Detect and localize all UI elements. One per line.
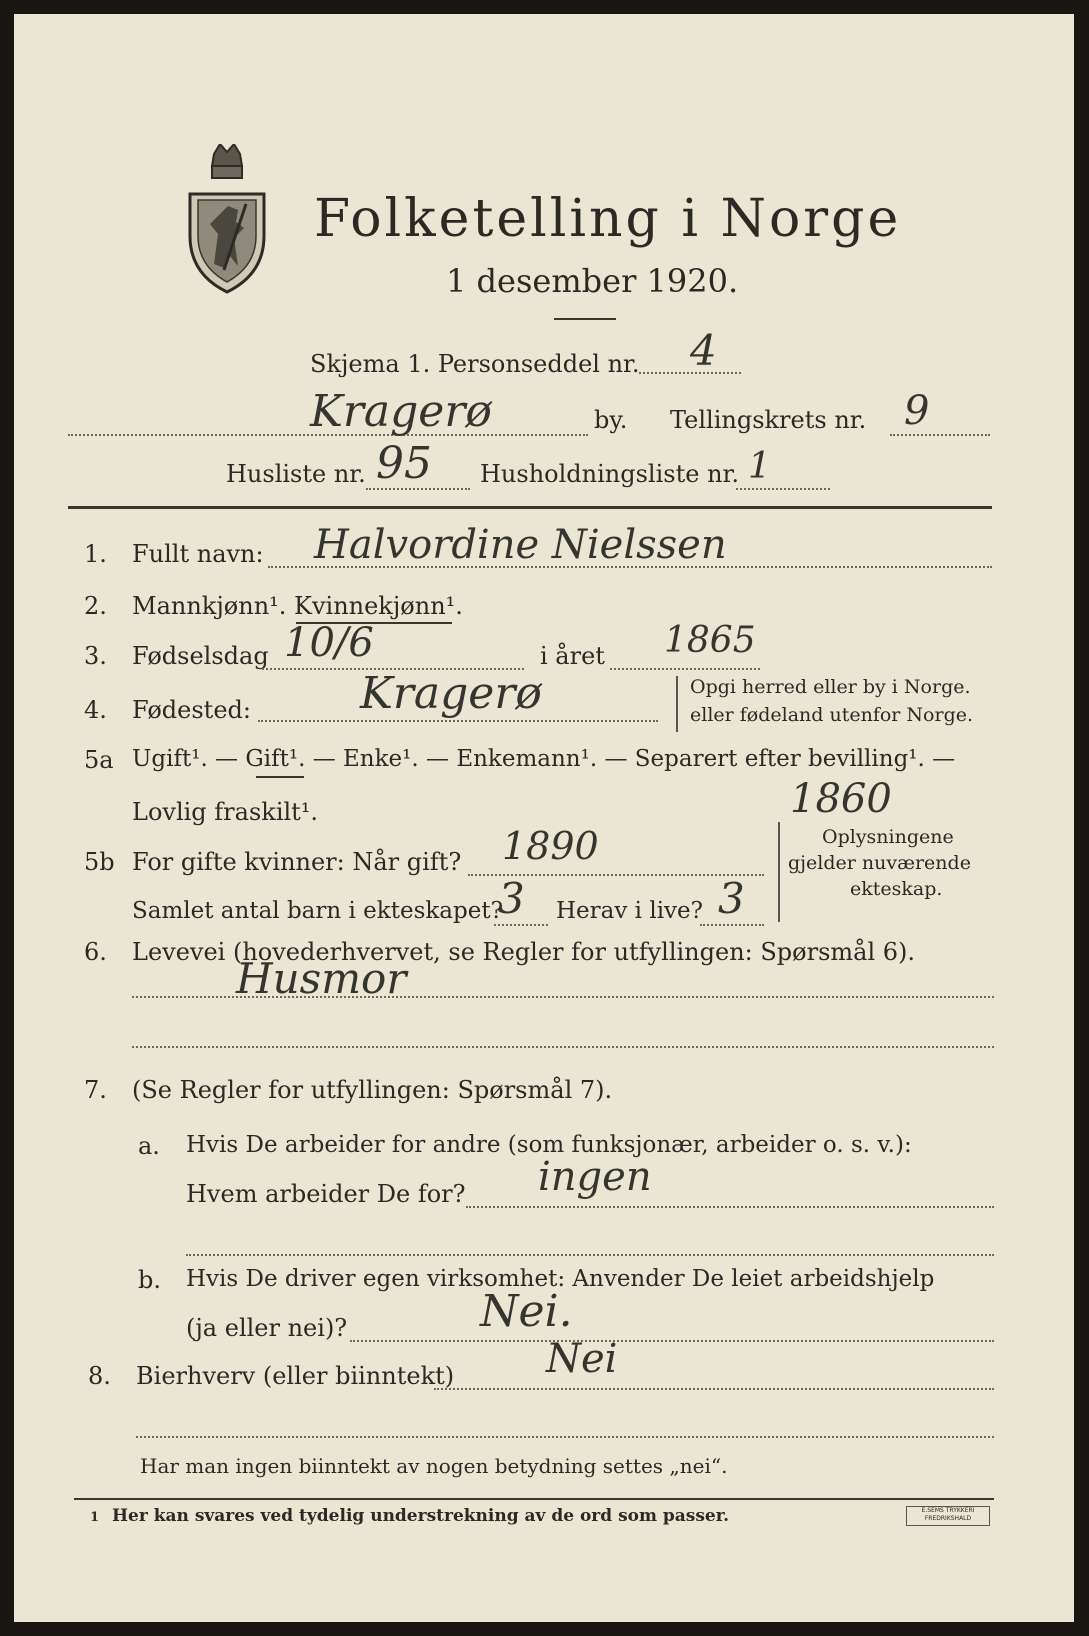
q5b-label: For gifte kvinner: Når gift? (132, 848, 462, 876)
q4-note-line1: Opgi herred eller by i Norge. (690, 676, 971, 698)
q4-note-line2: eller fødeland utenfor Norge. (690, 704, 974, 726)
q4-note-bracket (676, 676, 678, 732)
husholdning-number: 1 (748, 446, 771, 487)
place-name: Kragerø (310, 386, 492, 437)
q5a-underline-gift (256, 776, 304, 778)
q5b-alive-label: Herav i live? (556, 898, 703, 924)
census-date: 1 desember 1920. (446, 262, 739, 300)
q3-year-label: i året (540, 642, 605, 670)
q5b-number: 5b (84, 848, 115, 876)
husliste-number: 95 (376, 438, 432, 489)
q5a-number: 5a (84, 746, 114, 774)
q5b-note-line2: gjelder nuværende (788, 852, 971, 874)
footer-divider (74, 1498, 994, 1500)
footnote: Her kan svares ved tydelig understrekning av de ord som passer. (112, 1506, 730, 1526)
q1-number: 1. (84, 540, 107, 568)
q5b-children-line (494, 924, 548, 926)
q5b-children-count: 3 (498, 874, 525, 923)
q6-number: 6. (84, 938, 107, 966)
q3-birth-day: 10/6 (284, 620, 374, 666)
husliste-label: Husliste nr. (226, 460, 366, 488)
q7b-line (350, 1340, 994, 1342)
husholdning-label: Husholdningsliste nr. (480, 460, 739, 488)
q7a-employer: ingen (538, 1154, 652, 1200)
q6-line2 (132, 1046, 994, 1048)
q2-label: Mannkjønn¹. Kvinnekjønn¹. (132, 592, 463, 620)
form-title: Folketelling i Norge (314, 189, 902, 249)
q4-label: Fødested: (132, 696, 251, 724)
q7b-letter: b. (138, 1266, 161, 1294)
by-label: by. (594, 406, 628, 434)
q8-label: Bierhverv (eller biinntekt) (136, 1362, 455, 1390)
schema-label: Skjema 1. Personseddel nr. (310, 350, 640, 378)
q5b-alive-line (700, 924, 764, 926)
q3-year-line (610, 668, 760, 670)
q5a-marital-options: Ugift¹. — Gift¹. — Enke¹. — Enkemann¹. — Separert efter bevilling¹. — (132, 746, 956, 772)
q5b-children-label: Samlet antal barn i ekteskapet? (132, 898, 503, 924)
q8-number: 8. (88, 1362, 111, 1390)
q7b-text: Hvis De driver egen virksomhet: Anvender De leiet arbeidshjelp (186, 1266, 935, 1292)
q8-answer: Nei (546, 1336, 618, 1382)
q5b-note-line3: ekteskap. (850, 878, 943, 900)
tellingskrets-line (890, 434, 990, 436)
q5a-margin-note: 1860 (790, 776, 892, 822)
printer-stamp: E.SEMS TRYKKERI FREDRIKSHALD (906, 1506, 990, 1526)
norway-coat-of-arms-icon (184, 144, 270, 294)
tellingskrets-number: 9 (904, 388, 930, 434)
q8-line2 (136, 1436, 994, 1438)
q1-full-name: Halvordine Nielssen (314, 522, 727, 568)
q7-number: 7. (84, 1076, 107, 1104)
q7a-text: Hvis De arbeider for andre (som funksjonær, arbeider o. s. v.): (186, 1132, 912, 1158)
q7a-line2 (186, 1254, 994, 1256)
q2-number: 2. (84, 592, 107, 620)
q5b-note-line1: Oplysningene (822, 826, 954, 848)
q1-label: Fullt navn: (132, 540, 264, 568)
husholdning-line (736, 488, 830, 490)
tellingskrets-label: Tellingskrets nr. (670, 406, 867, 434)
q5b-alive-count: 3 (718, 874, 745, 923)
q8-line1 (434, 1388, 994, 1390)
q7b-question: (ja eller nei)? (186, 1314, 348, 1342)
q3-number: 3. (84, 642, 107, 670)
q4-number: 4. (84, 696, 107, 724)
title-divider (554, 318, 616, 320)
q3-birth-year: 1865 (664, 620, 756, 661)
q5b-marriage-year: 1890 (502, 824, 599, 868)
q3-label: Fødselsdag (132, 642, 269, 670)
q6-occupation: Husmor (236, 954, 407, 1003)
q4-birthplace: Kragerø (360, 668, 542, 719)
census-form (14, 14, 1074, 1622)
q6-label: Levevei (hovederhvervet, se Regler for utfyllingen: Spørsmål 6). (132, 938, 916, 966)
schema-number: 4 (690, 326, 717, 375)
q7a-question: Hvem arbeider De for? (186, 1180, 466, 1208)
q7a-line1 (466, 1206, 994, 1208)
q5a-options-line2: Lovlig fraskilt¹. (132, 798, 319, 826)
q4-line (258, 720, 658, 722)
q7b-answer: Nei. (480, 1286, 573, 1337)
q7a-letter: a. (138, 1132, 160, 1160)
q5b-note-bracket (778, 822, 780, 922)
footnote-mark: 1 (90, 1510, 100, 1525)
q7-label: (Se Regler for utfyllingen: Spørsmål 7). (132, 1076, 613, 1104)
header-divider (68, 506, 992, 509)
footer-note: Har man ingen biinntekt av nogen betydning settes „nei“. (140, 1454, 728, 1478)
